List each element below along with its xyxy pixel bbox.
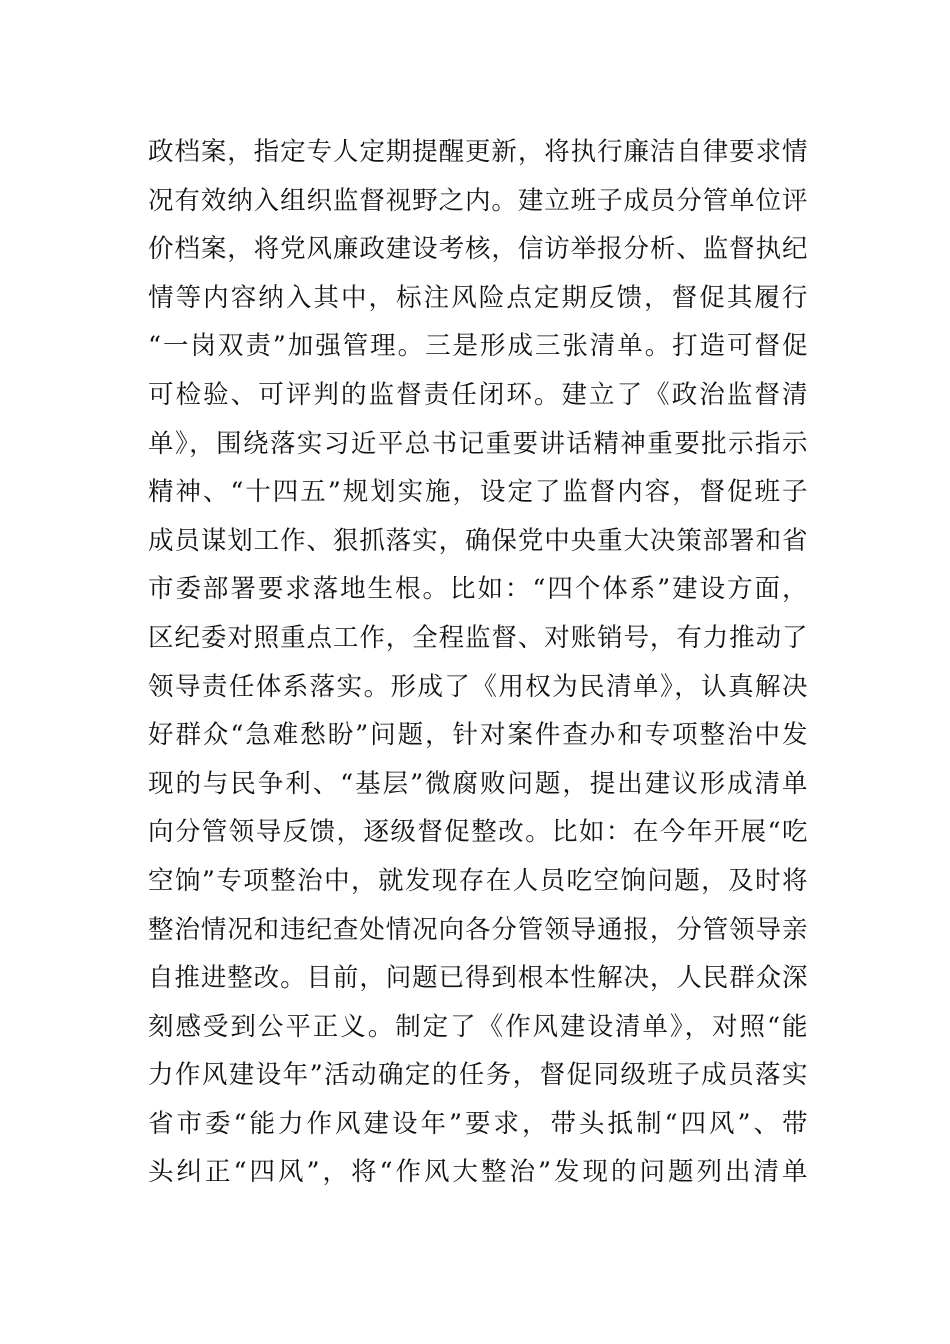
text-line: 可检验、可评判的监督责任闭环。建立了《政治监督清 <box>148 379 808 410</box>
text-line: 领导责任体系落实。形成了《用权为民清单》，认真解决 <box>148 671 808 702</box>
text-line: 头纠正“四风”，将“作风大整治”发现的问题列出清单 <box>148 1157 808 1188</box>
text-line: 成员谋划工作、狠抓落实，确保党中央重大决策部署和省 <box>148 525 808 556</box>
text-line: 省市委“能力作风建设年”要求，带头抵制“四风”、带 <box>148 1108 808 1139</box>
text-line: 单》，围绕落实习近平总书记重要讲话精神重要批示指示 <box>148 428 808 459</box>
text-line: 区纪委对照重点工作，全程监督、对账销号，有力推动了 <box>148 622 808 653</box>
text-line: 刻感受到公平正义。制定了《作风建设清单》，对照“能 <box>148 1011 808 1042</box>
text-line: 价档案，将党风廉政建设考核，信访举报分析、监督执纪 <box>148 234 808 265</box>
text-line: 空饷”专项整治中，就发现存在人员吃空饷问题，及时将 <box>148 865 808 896</box>
text-line: “一岗双责”加强管理。三是形成三张清单。打造可督促 <box>148 331 808 362</box>
text-line: 力作风建设年”活动确定的任务，督促同级班子成员落实 <box>148 1060 808 1091</box>
text-line: 精神、“十四五”规划实施，设定了监督内容，督促班子 <box>148 477 808 508</box>
text-line: 政档案，指定专人定期提醒更新，将执行廉洁自律要求情 <box>148 137 808 167</box>
text-line: 整治情况和违纪查处情况向各分管领导通报，分管领导亲 <box>148 914 808 945</box>
text-line: 自推进整改。目前，问题已得到根本性解决，人民群众深 <box>148 963 808 994</box>
text-line: 况有效纳入组织监督视野之内。建立班子成员分管单位评 <box>148 185 808 216</box>
text-line: 好群众“急难愁盼”问题，针对案件查办和专项整治中发 <box>148 720 808 751</box>
body-text <box>148 128 808 1197</box>
text-line: 情等内容纳入其中，标注风险点定期反馈，督促其履行 <box>148 282 808 313</box>
text-line: 市委部署要求落地生根。比如：“四个体系”建设方面， <box>148 574 808 605</box>
text-line: 现的与民争利、“基层”微腐败问题，提出建议形成清单 <box>148 768 808 799</box>
text-line: 向分管领导反馈，逐级督促整改。比如：在今年开展“吃 <box>148 817 808 848</box>
